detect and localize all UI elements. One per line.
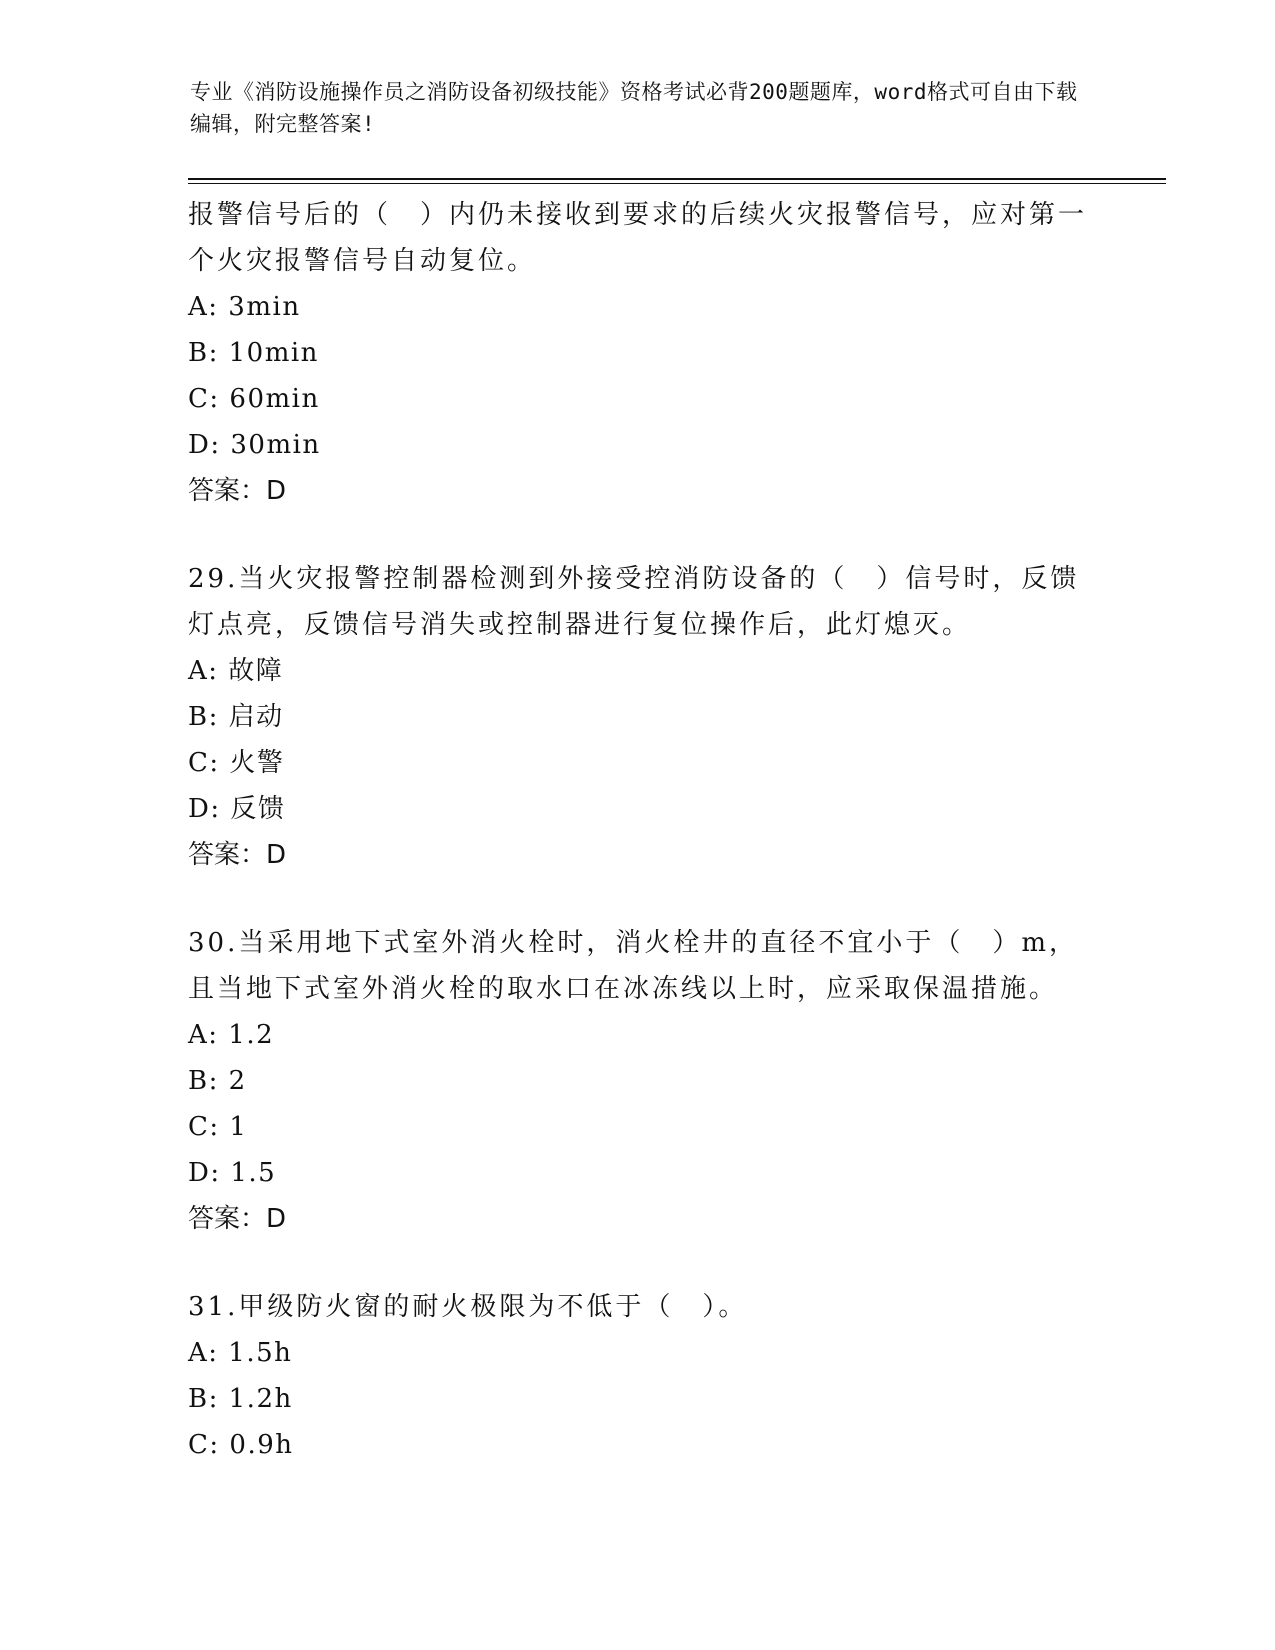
option-d: D: 30min xyxy=(188,430,321,460)
answer-line: 答案：D xyxy=(188,840,287,870)
document-header: 专业《消防设施操作员之消防设备初级技能》资格考试必背200题题库，word格式可自由下载编辑，附完整答案! xyxy=(190,80,1078,136)
option-a: A: 3min xyxy=(188,292,301,322)
option-a: A: 1.5h xyxy=(188,1338,293,1368)
option-b: B: 10min xyxy=(188,338,319,368)
question-list xyxy=(188,192,1088,1468)
header-divider-thin-line xyxy=(188,183,1166,184)
option-b: B: 2 xyxy=(188,1066,247,1096)
question-stem: 31.甲级防火窗的耐火极限为不低于（ ）。 xyxy=(188,1292,748,1322)
question-28-continued xyxy=(188,192,1088,514)
question-30 xyxy=(188,920,1088,1242)
option-d: D: 1.5 xyxy=(188,1158,277,1188)
question-stem: 报警信号后的（ ）内仍未接收到要求的后续火灾报警信号，应对第一个火灾报警信号自动复位。 xyxy=(188,200,1088,276)
option-a: A: 1.2 xyxy=(188,1020,275,1050)
header-divider xyxy=(188,178,1166,185)
question-stem: 30.当采用地下式室外消火栓时，消火栓井的直径不宜小于（ ）m，且当地下式室外消火栓的取水口在冰冻线以上时，应采取保温措施。 xyxy=(188,928,1079,1004)
option-d: D: 反馈 xyxy=(188,794,286,824)
option-c: C: 1 xyxy=(188,1112,248,1142)
answer-line: 答案：D xyxy=(188,476,287,506)
option-b: B: 1.2h xyxy=(188,1384,293,1414)
option-c: C: 火警 xyxy=(188,748,285,778)
option-b: B: 启动 xyxy=(188,702,284,732)
answer-line: 答案：D xyxy=(188,1204,287,1234)
question-29 xyxy=(188,556,1088,878)
question-31 xyxy=(188,1284,1088,1468)
option-c: C: 0.9h xyxy=(188,1430,294,1460)
question-stem: 29.当火灾报警控制器检测到外接受控消防设备的（ ）信号时，反馈灯点亮，反馈信号消失或控制器进行复位操作后，此灯熄灭。 xyxy=(188,564,1080,640)
option-a: A: 故障 xyxy=(188,656,284,686)
header-divider-thick-line xyxy=(188,178,1166,180)
option-c: C: 60min xyxy=(188,384,320,414)
